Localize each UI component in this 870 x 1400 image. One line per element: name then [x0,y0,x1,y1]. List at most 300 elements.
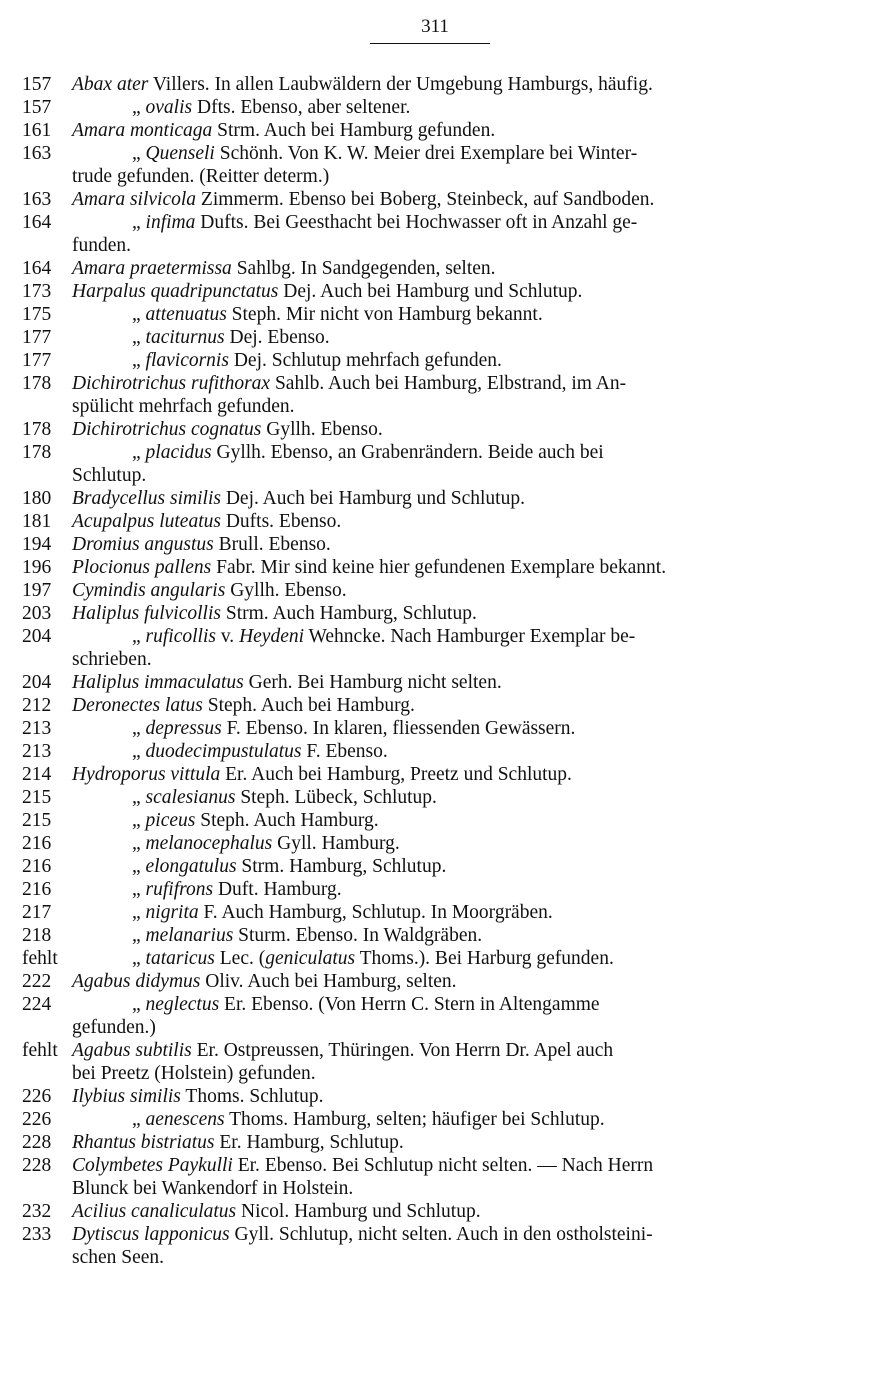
entry-text [72,1131,404,1154]
entry-continuation: spülicht mehrfach gefunden. [72,396,295,417]
author-name: Steph. [195,810,250,831]
entry-line [22,809,842,832]
entry-text [132,855,446,878]
entry-text [72,533,331,556]
genus-name: Haliplus [72,603,145,624]
entry-line [22,786,842,809]
ditto-mark: „ [132,1109,146,1130]
ditto-mark: „ [132,143,146,164]
entry-line [22,763,842,786]
entry-text [132,786,437,809]
species-name: didymus [135,971,201,992]
entry-number: 196 [22,557,52,578]
genus-name: Bradycellus [72,488,171,509]
entry-text [72,694,415,717]
ditto-mark: „ [132,879,146,900]
author-name: F. [301,741,321,762]
author-name: Duft. [213,879,259,900]
genus-name: Dichirotrichus [72,419,191,440]
ditto-mark: „ [132,626,146,647]
species-name: placidus [145,442,212,463]
entry-continuation: funden. [72,235,132,256]
entry-note: Auch bei Hamburg gefunden. [259,120,496,141]
author-name: Strm. [220,603,269,624]
entry-note: Ebenso bei Boberg, Steinbeck, auf Sandboden. [283,189,655,210]
entry-note: Auch bei Hamburg, Preetz und Schlutup. [247,764,572,785]
entry-line [22,671,842,694]
author-name: Zimmerm. [196,189,284,210]
genus-name: Colymbetes [72,1155,168,1176]
entry-number: 233 [22,1224,52,1245]
ditto-mark: „ [132,994,146,1015]
list-item [22,487,842,510]
author-name: Thoms. [224,1109,289,1130]
species-name: angustus [144,534,214,555]
ditto-mark: „ [132,902,146,923]
entry-number: 216 [22,856,52,877]
species-name: bistriatus [140,1132,215,1153]
entry-line [22,510,842,533]
entry-continuation: gefunden.) [72,1017,156,1038]
list-item [22,188,842,211]
list-item [22,602,842,625]
entry-note: In Sandgegenden, selten. [295,258,496,279]
entry-number: 163 [22,189,52,210]
entry-number: 215 [22,810,52,831]
list-item [22,694,842,717]
entry-number: 232 [22,1201,52,1222]
entry-line [22,901,842,924]
list-item [22,625,842,671]
entry-text [132,1108,605,1131]
entry-continuation: schrieben. [72,649,152,670]
species-name: rufithorax [190,373,271,394]
entry-line [22,993,842,1016]
list-item [22,786,842,809]
genus-name: Amara [72,258,130,279]
species-name: similis [129,1086,181,1107]
ditto-mark: „ [132,327,146,348]
entry-note: Schlutup, nicht selten. Auch in den ostholsteini- [274,1224,653,1245]
entry-note: Auch bei Hamburg und Schlutup. [316,281,583,302]
entry-line [22,694,842,717]
entry-note: Ostpreussen, Thüringen. Von Herrn Dr. Apel auch [218,1040,614,1061]
author-name: Dufts. [220,511,275,532]
entry-number: 203 [22,603,52,624]
species-name: nigrita [145,902,199,923]
entry-line [22,487,842,510]
list-item [22,1154,842,1200]
list-item [22,832,842,855]
genus-name: Harpalus [72,281,151,302]
list-item [22,1085,842,1108]
author-name: Schönh. [214,143,284,164]
entry-note: Ebenso, aber seltener. [235,97,411,118]
entry-number: 228 [22,1132,52,1153]
entry-number: fehlt [22,1040,58,1061]
entry-text [72,602,477,625]
entry-line [22,188,842,211]
ditto-mark: „ [132,718,146,739]
entry-text [132,211,637,234]
entry-note: Auch Hamburg, Schlutup. In Moorgräben. [217,902,553,923]
entry-note: Thoms.). Bei Harburg gefunden. [355,948,614,969]
species-name: rufifrons [145,879,214,900]
entry-note: Auch bei Hamburg, Elbstrand, im An- [324,373,627,394]
author-name: Thoms. [180,1086,245,1107]
entry-number: 181 [22,511,52,532]
species-name: latus [164,695,203,716]
species-name: neglectus [145,994,220,1015]
entry-note: Ebenso. [320,741,388,762]
entry-continuation: Schlutup. [72,465,147,486]
entry-text [132,441,604,464]
species-name: depressus [145,718,222,739]
entry-note: Ebenso. In klaren, fliessenden Gewässern. [240,718,576,739]
entry-note: Hamburg. [258,879,342,900]
entry-note: Auch Hamburg, Schlutup. [268,603,477,624]
entry-number: 213 [22,718,52,739]
author-name: F. [198,902,218,923]
genus-name: Dytiscus [72,1224,145,1245]
entry-line [22,717,842,740]
list-item [22,349,842,372]
entry-line [22,625,842,648]
list-item [22,1108,842,1131]
entry-number: 178 [22,419,52,440]
entry-note: Auch bei Hamburg, selten. [243,971,457,992]
author-name: Er. [232,1155,260,1176]
entry-line [22,1223,842,1246]
author-name: Brull. [213,534,264,555]
species-name: aenescens [145,1109,225,1130]
entry-note: Bei Hamburg nicht selten. [292,672,502,693]
entry-text [72,257,496,280]
list-item [22,418,842,441]
entry-text [132,878,342,901]
author-name: Sturm. [233,925,291,946]
author-name: Lec. ( [214,948,266,969]
species-name: cognatus [190,419,262,440]
entry-text [72,970,457,993]
list-item [22,303,842,326]
entry-text [72,1039,613,1062]
list-item [22,1200,842,1223]
species-name: monticaga [129,120,213,141]
author-name: Dej. [224,327,263,348]
entry-text [132,832,400,855]
entry-text [72,188,654,211]
entry-note: Hamburg, Schlutup. [284,856,447,877]
entry-number: 178 [22,442,52,463]
species-name: attenuatus [145,304,227,325]
species-name: melanocephalus [145,833,273,854]
entry-number: 212 [22,695,52,716]
synonym-name: geniculatus [265,948,356,969]
ditto-mark: „ [132,304,146,325]
entry-continuation: trude gefunden. (Reitter determ.) [72,166,330,187]
entry-text [132,809,379,832]
entry-text [132,625,635,648]
entry-line [22,740,842,763]
synonym-name: Heydeni [239,626,305,647]
entry-note: In allen Laubwäldern der Umgebung Hamburgs, häufig. [209,74,653,95]
author-name: Steph. [226,304,281,325]
entry-number: 197 [22,580,52,601]
list-item [22,717,842,740]
entry-number: 213 [22,741,52,762]
entry-note: Ebenso. [262,327,330,348]
list-item [22,855,842,878]
list-item [22,740,842,763]
genus-name: Deronectes [72,695,165,716]
entry-note: Ebenso. [315,419,383,440]
entry-number: 222 [22,971,52,992]
entry-text [72,671,502,694]
author-name: Er. [191,1040,219,1061]
entry-line [22,855,842,878]
genus-name: Amara [72,120,130,141]
entry-text [132,901,553,924]
list-item [22,878,842,901]
entry-note: Hamburg, Schlutup. [241,1132,404,1153]
entry-line [22,257,842,280]
entry-number: 180 [22,488,52,509]
ditto-mark: „ [132,833,146,854]
genus-name: Ilybius [72,1086,130,1107]
species-name: taciturnus [145,327,225,348]
genus-name: Agabus [72,971,136,992]
list-item [22,510,842,533]
species-name: quadripunctatus [150,281,279,302]
species-name: luteatus [159,511,221,532]
entry-line [22,326,842,349]
entry-note: Mir sind keine hier gefundenen Exemplare bekannt. [255,557,667,578]
entry-number: 157 [22,97,52,118]
author-name: Fabr. [211,557,256,578]
entry-note: Wehncke. Nach Hamburger Exemplar be- [304,626,636,647]
entry-line [22,924,842,947]
entry-number: 177 [22,350,52,371]
entry-line [22,970,842,993]
list-item [22,970,842,993]
page-number: 311 [421,16,449,37]
species-name: ovalis [145,97,193,118]
entry-line [22,119,842,142]
entry-line [22,1039,842,1062]
list-item [22,556,842,579]
genus-name: Haliplus [72,672,145,693]
entry-number: 161 [22,120,52,141]
entry-line [22,280,842,303]
list-item [22,763,842,786]
entry-note: Ebenso, an Grabenrändern. Beide auch bei [265,442,604,463]
entry-number: 216 [22,833,52,854]
list-item [22,441,842,487]
entry-number: 178 [22,373,52,394]
author-name: Strm. [212,120,260,141]
entry-text [132,740,388,763]
author-name: Dufts. [195,212,249,233]
entry-line [22,441,842,464]
list-item [22,211,842,257]
author-name: Sahlb. [270,373,325,394]
entry-note: Ebenso. [279,580,347,601]
genus-name: Amara [72,189,130,210]
list-item [22,947,842,970]
author-name: Er. [220,764,248,785]
entry-note: Mir nicht von Hamburg bekannt. [280,304,543,325]
entry-number: 204 [22,672,52,693]
entry-note: Hamburg, selten; häufiger bei Schlutup. [288,1109,605,1130]
entry-number: 163 [22,143,52,164]
species-name: angularis [150,580,226,601]
entry-note: Schlutup. [244,1086,324,1107]
genus-name: Abax [72,74,117,95]
list-item [22,326,842,349]
genus-name: Rhantus [72,1132,141,1153]
species-name: ater [116,74,149,95]
entry-line [22,96,842,119]
entry-number: 204 [22,626,52,647]
entry-line [22,73,842,96]
author-name: Nicol. [236,1201,290,1222]
species-name: fulvicollis [144,603,221,624]
entry-line [22,556,842,579]
species-name: duodecimpustulatus [145,741,302,762]
author-name: v. [215,626,240,647]
entry-note: Schlutup mehrfach gefunden. [266,350,502,371]
entry-continuation: schen Seen. [72,1247,165,1268]
ditto-mark: „ [132,787,146,808]
entry-line [22,602,842,625]
author-name: Steph. [202,695,258,716]
entry-line [22,832,842,855]
species-name: immaculatus [144,672,244,693]
entry-note: Auch Hamburg. [249,810,379,831]
entry-text [72,579,347,602]
entry-text [72,1154,653,1177]
ditto-mark: „ [132,741,146,762]
entry-number: 228 [22,1155,52,1176]
species-name: tataricus [145,948,215,969]
entry-number: 194 [22,534,52,555]
entry-text [132,142,637,165]
genus-name: Agabus [72,1040,136,1061]
entry-line [22,418,842,441]
entry-text [72,418,383,441]
entry-number: 218 [22,925,52,946]
entry-line [22,878,842,901]
entry-note: Bei Geesthacht bei Hochwasser oft in Anzahl ge- [248,212,638,233]
species-name: canaliculatus [131,1201,237,1222]
entry-line [22,579,842,602]
entry-note: Auch bei Hamburg. [257,695,415,716]
genus-name: Dichirotrichus [72,373,191,394]
entry-number: 216 [22,879,52,900]
author-name: Strm. [236,856,285,877]
entry-number: 215 [22,787,52,808]
ditto-mark: „ [132,212,146,233]
entry-number: 164 [22,212,52,233]
species-name: pallens [154,557,212,578]
entry-note: Lübeck, Schlutup. [289,787,437,808]
entry-text [132,993,600,1016]
author-name: Er. [219,994,247,1015]
entry-text [132,947,614,970]
entry-note: Hamburg und Schlutup. [289,1201,481,1222]
entry-text [72,73,653,96]
species-list [22,73,842,1269]
author-name: Villers. [148,74,210,95]
entry-note: Von K. W. Meier drei Exemplare bei Winter- [283,143,638,164]
author-name: Er. [214,1132,242,1153]
entry-number: 157 [22,74,52,95]
list-item [22,372,842,418]
entry-text [72,119,495,142]
author-name: Dej. [220,488,259,509]
author-name: Gerh. [243,672,293,693]
list-item [22,671,842,694]
list-item [22,96,842,119]
list-item [22,924,842,947]
entry-text [72,1223,653,1246]
ditto-mark: „ [132,856,146,877]
entry-continuation: bei Preetz (Holstein) gefunden. [72,1063,316,1084]
entry-text [72,1200,481,1223]
list-item [22,809,842,832]
list-item [22,73,842,96]
list-item [22,142,842,188]
entry-text [72,556,666,579]
entry-line [22,947,842,970]
species-name: vittula [170,764,221,785]
entry-continuation: Blunck bei Wankendorf in Holstein. [72,1178,354,1199]
species-name: ruficollis [145,626,216,647]
species-name: elongatulus [145,856,237,877]
ditto-mark: „ [132,97,146,118]
entry-note: Hamburg. [316,833,400,854]
entry-line [22,533,842,556]
entry-text [132,717,575,740]
entry-text [72,1085,324,1108]
entry-number: 177 [22,327,52,348]
entry-number: 226 [22,1109,52,1130]
author-name: Gyll. [229,1224,275,1245]
entry-number: fehlt [22,948,58,969]
entry-number: 226 [22,1086,52,1107]
author-name: Gyll. [272,833,317,854]
entry-line [22,142,842,165]
species-name: scalesianus [145,787,236,808]
entry-number: 175 [22,304,52,325]
author-name: Sahlbg. [231,258,296,279]
list-item [22,119,842,142]
entry-line [22,1085,842,1108]
genus-name: Plocionus [72,557,155,578]
species-name: flavicornis [145,350,229,371]
author-name: Dfts. [192,97,236,118]
ditto-mark: „ [132,925,146,946]
entry-line [22,349,842,372]
author-name: Dej. [278,281,317,302]
author-name: F. [221,718,241,739]
entry-text [132,326,330,349]
entry-line [22,1108,842,1131]
author-name: Gyllh. [225,580,280,601]
species-name: Paykulli [167,1155,233,1176]
entry-line [22,211,842,234]
